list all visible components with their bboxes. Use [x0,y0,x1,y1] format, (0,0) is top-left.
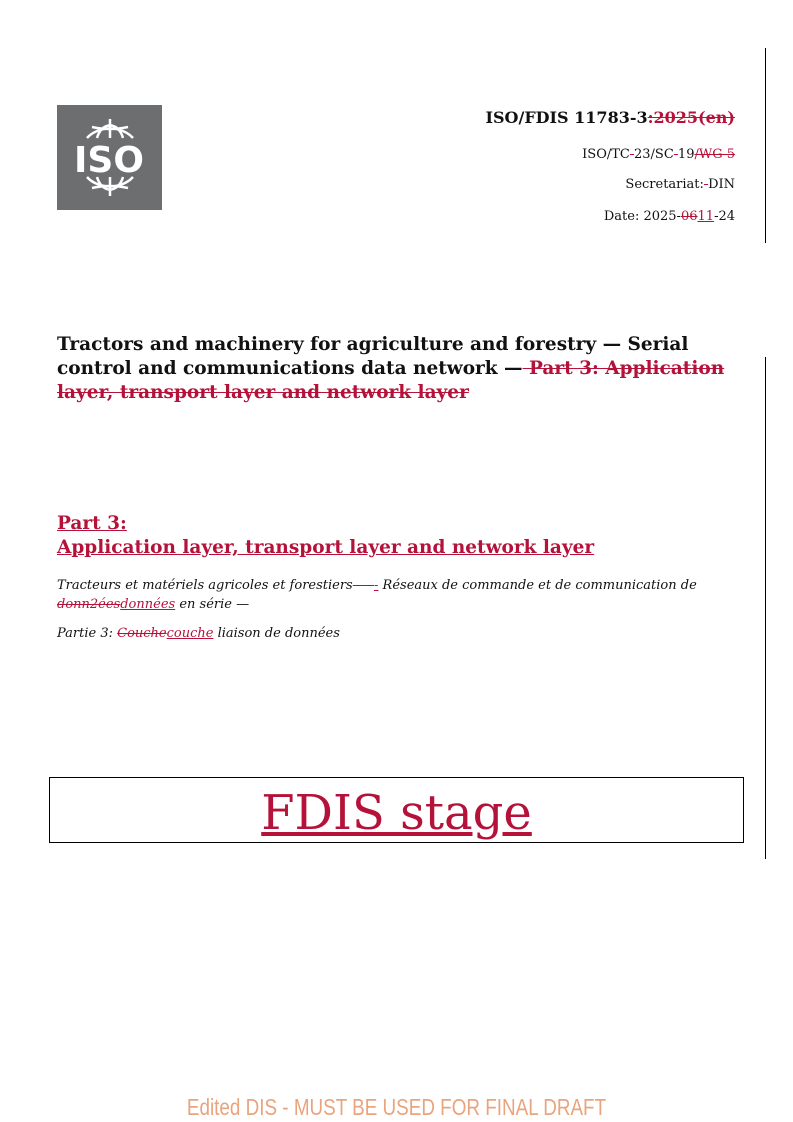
text-segment: 23/SC [634,147,674,162]
committee-reference [582,147,735,162]
deleted-text: donn2ées [57,597,121,612]
inserted-text: - [374,578,379,593]
french-title [57,576,757,614]
stage-box [49,777,744,843]
deleted-text: Part 3: Application layer, transport layer and network layer [57,358,725,403]
inserted-text: données [120,597,176,612]
part-number: Part 3: [57,513,127,534]
watermark: Edited DIS - MUST BE USED FOR FINAL DRAFT [186,1094,607,1120]
document-title [57,333,747,405]
text-segment: DIN [708,177,735,192]
document-number [486,108,736,127]
text-segment: liaison de données [213,626,340,641]
part-title [57,512,594,560]
change-bar [765,357,766,859]
inserted-text: couche [166,626,214,641]
secretariat [625,177,735,192]
text-segment: en série — [175,597,250,612]
text-segment: Réseaux de commande et de communication de [378,578,697,593]
french-part-title [57,626,340,641]
text-segment: Secretariat: [625,177,704,192]
text-segment: -24 [714,209,735,224]
text-segment: Partie 3: [57,626,118,641]
svg-text:ISO: ISO [74,140,144,181]
document-date [604,209,735,224]
iso-logo [57,105,162,210]
part-subtitle: Application layer, transport layer and network layer [57,537,595,558]
deleted-text: 06 [680,209,698,224]
text-segment: Date: 2025- [603,209,681,224]
text-segment: Tracteurs et matériels agricoles et forestiers [57,578,353,593]
text-segment: ISO/FDIS 11783-3 [485,108,648,127]
text-segment: 19 [677,147,695,162]
change-bar [765,48,766,243]
deleted-text: — [352,578,374,593]
deleted-text: :2025(en) [647,108,735,127]
deleted-text: /WG 5 [694,147,735,162]
text-segment: ISO/TC [582,147,630,162]
text-segment: Tractors and machinery for agriculture and forestry — Serial control and communications data network — [57,334,689,379]
inserted-text: 11 [697,209,715,224]
stage-label: FDIS stage [261,785,532,841]
deleted-text: Couche [117,626,167,641]
